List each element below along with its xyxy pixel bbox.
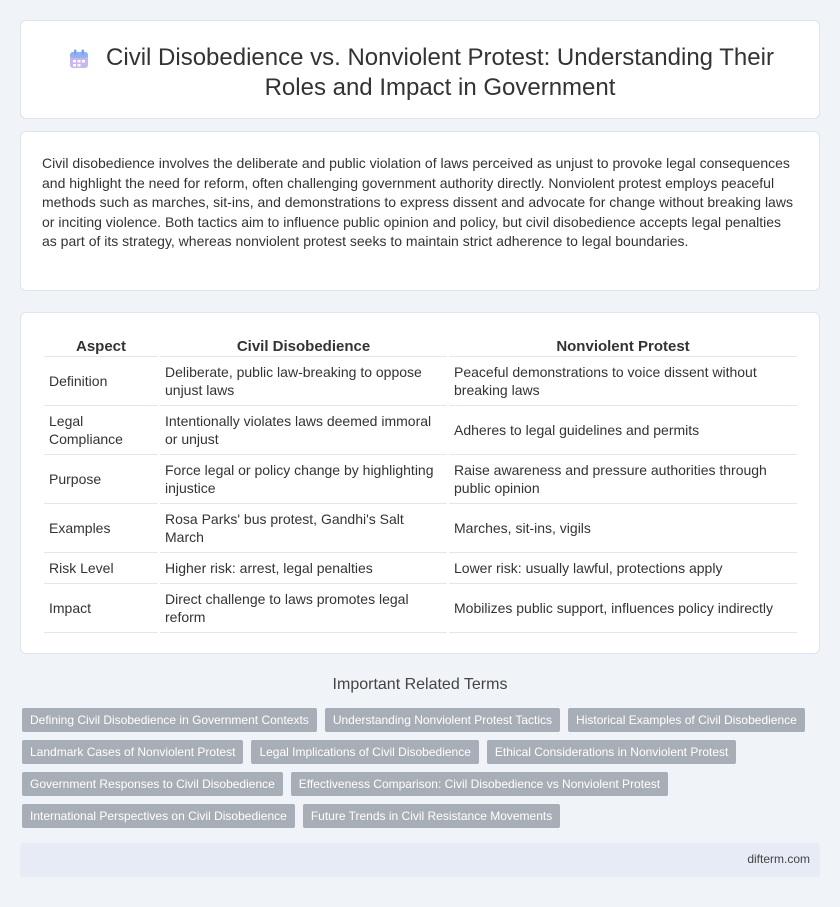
related-terms-list xyxy=(22,708,812,836)
table-cell: Adheres to legal guidelines and permits xyxy=(449,406,797,455)
related-term-tag[interactable]: Ethical Considerations in Nonviolent Protest xyxy=(487,740,736,764)
column-header-civil-disobedience: Civil Disobedience xyxy=(160,333,447,357)
intro-card xyxy=(20,131,820,291)
page-title: Civil Disobedience vs. Nonviolent Protest: Understanding Their Roles and Impact in Government xyxy=(106,44,774,101)
related-term-tag[interactable]: Effectiveness Comparison: Civil Disobedience vs Nonviolent Protest xyxy=(291,772,668,796)
table-cell: Impact xyxy=(44,584,158,633)
comparison-table-card xyxy=(20,312,820,654)
table-row xyxy=(44,406,797,455)
table-cell: Force legal or policy change by highlighting injustice xyxy=(160,455,447,504)
table-cell: Deliberate, public law-breaking to oppose unjust laws xyxy=(160,357,447,406)
table-cell: Higher risk: arrest, legal penalties xyxy=(160,553,447,584)
table-row xyxy=(44,504,797,553)
related-term-tag[interactable]: Future Trends in Civil Resistance Movements xyxy=(303,804,560,828)
related-term-tag[interactable]: Defining Civil Disobedience in Government Contexts xyxy=(22,708,317,732)
related-term-tag[interactable]: Understanding Nonviolent Protest Tactics xyxy=(325,708,560,732)
table-cell: Intentionally violates laws deemed immoral or unjust xyxy=(160,406,447,455)
footer xyxy=(20,843,820,877)
related-terms-title: Important Related Terms xyxy=(332,676,508,693)
related-term-tag[interactable]: International Perspectives on Civil Disobedience xyxy=(22,804,295,828)
table-row xyxy=(44,584,797,633)
related-term-tag[interactable]: Historical Examples of Civil Disobedience xyxy=(568,708,805,732)
related-term-tag[interactable]: Landmark Cases of Nonviolent Protest xyxy=(22,740,243,764)
intro-paragraph: Civil disobedience involves the deliberate and public violation of laws perceived as unjust to provoke legal consequences and highlight the need for reform, often challenging government authority directly. Nonviolent protest employs peaceful methods such as marches, sit-ins, and demonstrations to express dissent and advocate for change without breaking laws or inciting violence. Both tactics aim to influence public opinion and policy, but civil disobedience accepts legal penalties as part of its strategy, whereas nonviolent protest seeks to maintain strict adherence to legal boundaries. xyxy=(42,155,793,250)
table-row xyxy=(44,357,797,406)
table-cell: Purpose xyxy=(44,455,158,504)
table-cell: Mobilizes public support, influences policy indirectly xyxy=(449,584,797,633)
table-cell: Examples xyxy=(44,504,158,553)
related-term-tag[interactable]: Legal Implications of Civil Disobedience xyxy=(251,740,478,764)
table-row xyxy=(44,455,797,504)
related-term-tag[interactable]: Government Responses to Civil Disobedience xyxy=(22,772,283,796)
table-row xyxy=(44,553,797,584)
table-cell: Rosa Parks' bus protest, Gandhi's Salt March xyxy=(160,504,447,553)
table-cell: Risk Level xyxy=(44,553,158,584)
column-header-nonviolent-protest: Nonviolent Protest xyxy=(449,333,797,357)
header-card xyxy=(20,20,820,119)
column-header-aspect: Aspect xyxy=(44,333,158,357)
table-header-row xyxy=(44,333,797,357)
table-cell: Lower risk: usually lawful, protections apply xyxy=(449,553,797,584)
table-cell: Peaceful demonstrations to voice dissent without breaking laws xyxy=(449,357,797,406)
table-cell: Raise awareness and pressure authorities through public opinion xyxy=(449,455,797,504)
table-cell: Legal Compliance xyxy=(44,406,158,455)
table-cell: Definition xyxy=(44,357,158,406)
footer-site-link[interactable]: difterm.com xyxy=(747,852,810,866)
comparison-table xyxy=(42,333,799,633)
table-cell: Marches, sit-ins, vigils xyxy=(449,504,797,553)
table-cell: Direct challenge to laws promotes legal reform xyxy=(160,584,447,633)
